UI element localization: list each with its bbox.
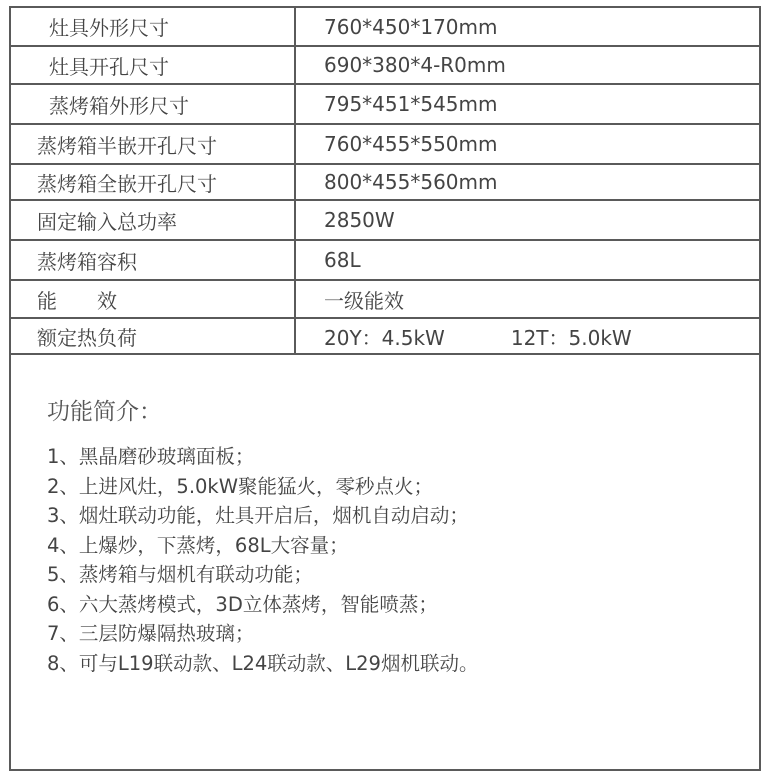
spec-label: 蒸烤箱外形尺寸 xyxy=(11,84,295,124)
spec-value: 68L xyxy=(295,240,759,280)
intro-title: 功能简介： xyxy=(47,399,162,425)
spec-value xyxy=(295,318,759,354)
table-row xyxy=(11,318,759,354)
table-row xyxy=(11,280,759,318)
feature-intro xyxy=(11,355,759,678)
spec-value: 795*451*545mm xyxy=(295,84,759,124)
table-row xyxy=(11,200,759,240)
spec-value: 760*450*170mm xyxy=(295,8,759,46)
feature-list xyxy=(47,442,759,678)
spec-value: 690*380*4-R0mm xyxy=(295,46,759,84)
spec-label: 蒸烤箱半嵌开孔尺寸 xyxy=(11,124,295,164)
heat-load-lpg: 12T：5.0kW xyxy=(510,325,632,350)
heat-load-natural-gas: 20Y：4.5kW xyxy=(324,325,445,350)
spec-table xyxy=(11,8,759,355)
spec-label: 蒸烤箱全嵌开孔尺寸 xyxy=(11,164,295,200)
table-row xyxy=(11,46,759,84)
spec-label: 灶具外形尺寸 xyxy=(11,8,295,46)
spec-sheet xyxy=(9,6,761,771)
list-item: 5、蒸烤箱与烟机有联动功能； xyxy=(47,563,313,586)
list-item: 1、黑晶磨砂玻璃面板； xyxy=(47,445,255,468)
list-item: 8、可与L19联动款、L24联动款、L29烟机联动。 xyxy=(47,651,479,675)
spec-value: 800*455*560mm xyxy=(295,164,759,200)
list-item: 6、六大蒸烤模式，3D立体蒸烤，智能喷蒸； xyxy=(47,592,438,616)
table-row xyxy=(11,8,759,46)
spec-label: 固定输入总功率 xyxy=(11,200,295,240)
spec-label: 额定热负荷 xyxy=(11,318,295,354)
spec-label: 灶具开孔尺寸 xyxy=(11,46,295,84)
table-row xyxy=(11,124,759,164)
spec-label: 能 效 xyxy=(11,280,295,318)
spec-value: 2850W xyxy=(295,200,759,240)
spec-value: 760*455*550mm xyxy=(295,124,759,164)
list-item: 7、三层防爆隔热玻璃； xyxy=(47,622,255,645)
table-row xyxy=(11,164,759,200)
list-item: 3、烟灶联动功能，灶具开启后，烟机自动启动； xyxy=(47,504,469,527)
table-row xyxy=(11,84,759,124)
spec-label: 蒸烤箱容积 xyxy=(11,240,295,280)
list-item: 4、上爆炒，下蒸烤，68L大容量； xyxy=(47,533,349,557)
list-item: 2、上进风灶，5.0kW聚能猛火，零秒点火； xyxy=(47,474,433,498)
table-row xyxy=(11,240,759,280)
spec-value: 一级能效 xyxy=(295,280,759,318)
